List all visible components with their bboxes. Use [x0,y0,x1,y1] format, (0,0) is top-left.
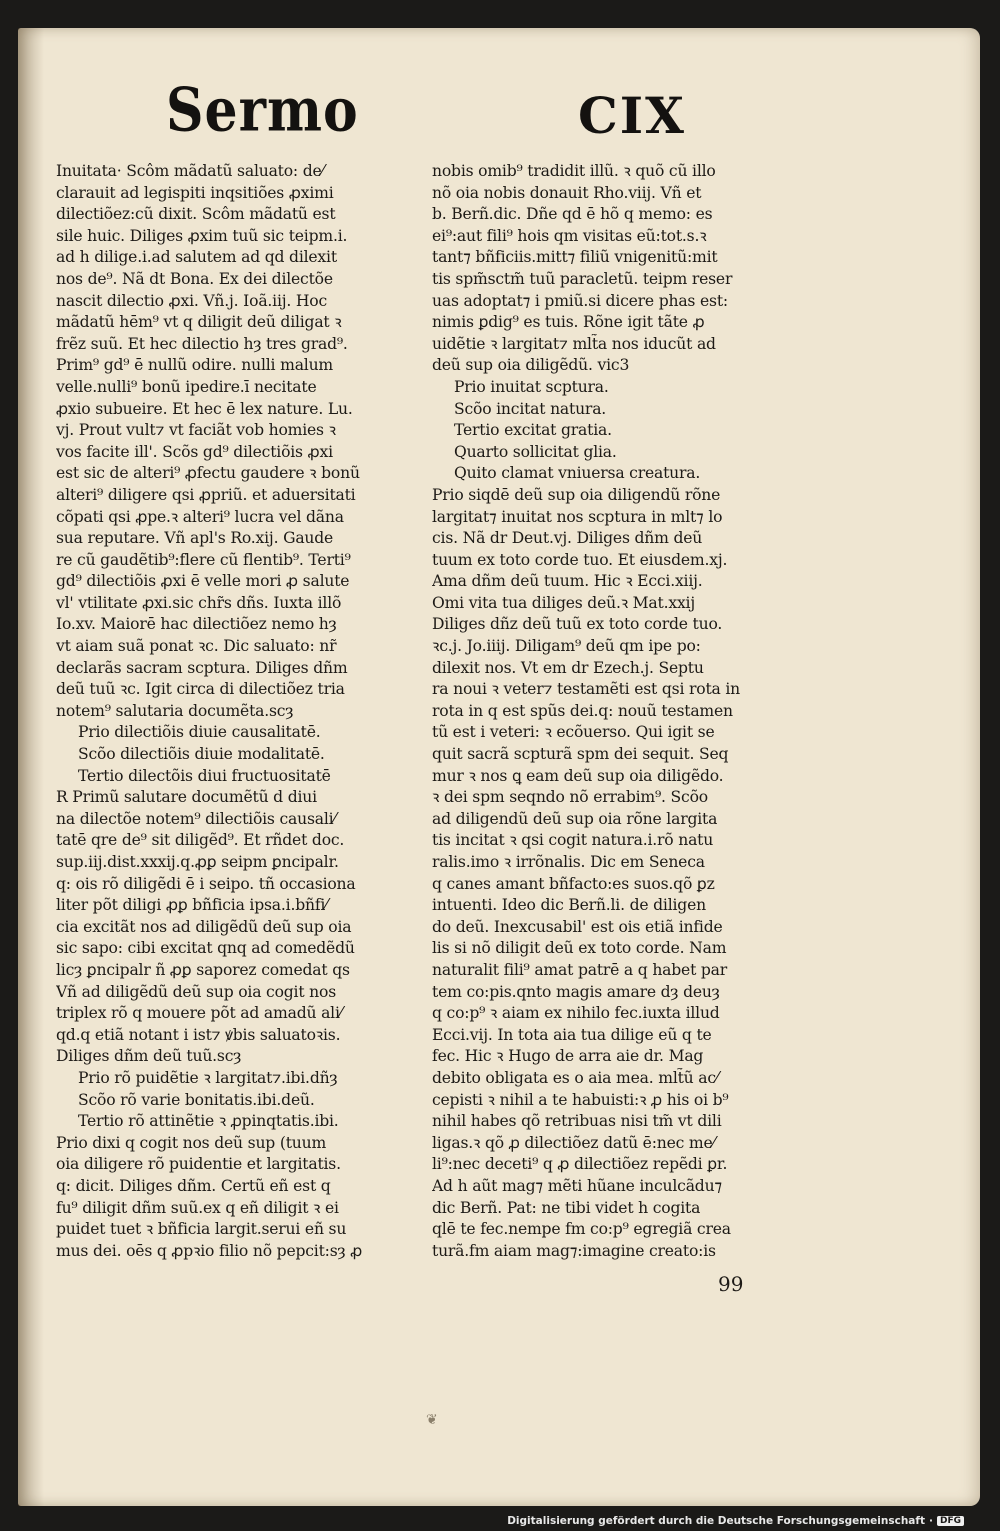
text-line: fec. Hic ꝛ Hugo de arra aie dr. Mag [432,1047,704,1066]
text-line: re cũ gaudẽtib⁹:flere cũ flentib⁹. Terti⁹ [56,550,351,569]
text-line: ꝓxio subueire. Et hec ē lex nature. Lu. [56,399,353,418]
text-line: Ecci.vij. In tota aia tua dilige eũ q te [432,1025,712,1044]
text-line: q canes amant bñfacto:es suos.qõ ꝑz [432,874,715,893]
right-text-column [432,161,816,1262]
text-line: nimis ꝑdig⁹ es tuis. Rõne igit tãte ꝓ [432,313,705,332]
book-page [18,28,980,1506]
text-line: licȝ ꝑncipalr ñ ꝓꝑ saporez comedat qs [56,960,350,979]
text-line: turã.fm aiam mag⁊:imagine creato:is [432,1241,716,1260]
text-line: Io.xv. Maiorē hac dilectiõez nemo hȝ [56,615,337,634]
text-line: rota in q est spũs dei.q: nouũ testamen [432,701,733,720]
text-line: declarãs sacram scptura. Diliges dñm [56,658,348,677]
text-line: Diliges dñz deũ tuũ ex toto corde tuo. [432,615,723,634]
digitization-credit: Digitalisierung gefördert durch die Deutsche Forschungsgemeinschaft · DFG [507,1515,964,1527]
text-line: do deũ. Inexcusabil' est ois etiã infide [432,917,723,936]
text-line: quit sacrã scpturã spm dei sequit. Seq [432,745,729,764]
text-line: clarauit ad legispiti inqsitiões ꝓximi [56,183,334,202]
text-line: dilectiõez:cũ dixit. Scôm mãdatũ est [56,205,336,224]
text-line: ꝛc.j. Jo.iiij. Diligam⁹ deũ qm ipe po: [432,637,701,656]
text-line: ad h dilige.i.ad salutem ad qd dilexit [56,248,337,267]
text-line: Tertio excitat gratia. [454,421,612,440]
text-line: ad diligendũ deũ sup oia rõne largita [432,809,718,828]
text-line: gd⁹ dilectiõis ꝓxi ē velle mori ꝓ salute [56,572,350,591]
text-line: li⁹:nec deceti⁹ q ꝓ dilectiõez repẽdi ꝑr. [432,1155,728,1174]
text-line: largitat⁊ inuitat nos scptura in mlt⁊ lo [432,507,723,526]
text-line: tis spm̃sctm̃ tuũ paracletũ. teipm reser [432,269,733,288]
text-line: Quarto sollicitat glia. [454,442,617,461]
text-line: frẽz suũ. Et hec dilectio hȝ tres grad⁹. [56,334,348,353]
text-line: Prio siqdē deũ sup oia diligendũ rõne [432,485,721,504]
signature-mark: 99 [718,1272,744,1296]
text-line: mur ꝛ nos ꝗ eam deũ sup oia diligẽdo. [432,766,724,785]
text-line: fu⁹ diligit dñm suũ.ex q eñ diligit ꝛ ei [56,1198,339,1217]
text-line: dic Berñ. Pat: ne tibi videt h cogita [432,1198,701,1217]
text-line: intuenti. Ideo dic Berñ.li. de diligen [432,896,706,915]
text-line: nõ oia nobis donauit Rho.viij. Vñ et [432,183,702,202]
text-line: velle.nulli⁹ bonũ ipedire.ī necitate [56,377,317,396]
text-line: R Primũ salutare documẽtũ d diui [56,788,317,807]
text-line: sic sapo: cibi excitat qnq ad comedẽdũ [56,939,355,958]
text-line: tant⁊ bñficiis.mitt⁊ filiũ vnigenitũ:mit [432,248,718,267]
text-line: Tertio dilectõis diui fructuositatē [78,766,331,785]
text-line: lis si nõ diligit deũ ex toto corde. Nam [432,939,727,958]
text-line: Ama dñm deũ tuum. Hic ꝛ Ecci.xiij. [432,572,703,591]
text-line: nihil habes qõ retribuas nisi tm̃ vt dili [432,1112,722,1131]
text-line: nobis omib⁹ tradidit illũ. ꝛ quõ cũ illo [432,162,716,180]
text-line: dilexit nos. Vt em dr Ezech.j. Septu [432,658,704,677]
text-line: oia diligere rõ puidentie et largitatis. [56,1155,341,1174]
text-line: q co:p⁹ ꝛ aiam ex nihilo fec.iuxta illud [432,1004,720,1023]
text-line: Prio dilectiõis diuie causalitatē. [78,723,321,742]
text-line: q: dicit. Diliges dñm. Certũ eñ est q [56,1176,331,1195]
text-line: Diliges dñm deũ tuũ.scȝ [56,1047,242,1066]
text-line: mãdatũ hēm⁹ vt q diligit deũ diligat ꝛ [56,313,342,332]
text-line: Tertio rõ attinẽtie ꝛ ꝓpinqtatis.ibi. [78,1112,339,1131]
text-line: vt aiam suã ponat ꝛc. Dic saluato: nr̃ [56,637,337,656]
text-line: qd.q etiã notant i ist⁊ ꝟbis saluatoꝛis. [56,1025,341,1044]
text-line: Vñ ad diligẽdũ deũ sup oia cogit nos [56,982,337,1001]
text-line: cepisti ꝛ nihil a te habuisti:ꝛ ꝓ his oi b⁹ [432,1090,729,1109]
text-line: Omi vita tua diliges deũ.ꝛ Mat.xxij [432,593,695,612]
text-line: ei⁹:aut fili⁹ hois qm visitas eũ:tot.s.ꝛ [432,226,707,245]
text-line: vos facite ill'. Scõs gd⁹ dilectiõis ꝓxi [56,442,333,461]
text-line: ꝛ dei spm seqndo nõ errabim⁹. Scõo [432,788,708,807]
text-line: puidet tuet ꝛ bñficia largit.serui eñ su [56,1220,347,1239]
text-line: Prim⁹ gd⁹ ē nullũ odire. nulli malum [56,356,334,375]
text-line: tũ est i veteri: ꝛ ecõuerso. Qui igit se [432,723,715,742]
credit-text: Digitalisierung gefördert durch die Deutsche Forschungsgemeinschaft [507,1515,925,1527]
text-line: na dilectõe notem⁹ dilectiõis causali⁄ [56,809,336,828]
text-line: tis incitat ꝛ qsi cogit natura.i.rõ natu [432,831,714,850]
text-line: Scõo dilectiõis diuie modalitatē. [78,745,325,764]
text-line: cia excitãt nos ad diligẽdũ deũ sup oia [56,917,352,936]
text-line: tuum ex toto corde tuo. Et eiusdem.xj. [432,550,728,569]
left-text-column [56,161,438,1262]
text-line: Ad h aũt mag⁊ mẽti hũane inculcãdu⁊ [432,1176,722,1195]
text-line: notem⁹ salutaria documẽta.scȝ [56,701,294,720]
text-line: Inuitata· Scôm mãdatũ saluato: de⁄ [56,162,324,180]
text-line: debito obligata es o aia mea. mlt̃ũ ac⁄ [432,1068,719,1087]
text-line: qlē te fec.nempe fm co:p⁹ egregiã crea [432,1220,731,1239]
text-line: sua reputare. Vñ apl's Ro.xij. Gaude [56,529,334,548]
text-line: Quito clamat vniuersa creatura. [454,464,701,483]
text-line: nos de⁹. Nã dt Bona. Ex dei dilectõe [56,269,333,288]
text-line: uidẽtie ꝛ largitat⁊ mlt̃a nos iducũt ad [432,334,716,353]
text-line: b. Berñ.dic. Dñe qd ē hõ q memo: es [432,205,713,224]
text-line: vl' vtilitate ꝓxi.sic chr̃s dñs. Iuxta illõ [56,593,342,612]
text-line: mus dei. oēs q ꝓpꝛio filio nõ pepcit:sȝ ꝓ [56,1241,363,1260]
text-line: q: ois rõ diligẽdi ē i seipo. tñ occasiona [56,874,356,893]
text-line: cis. Nã dr Deut.vj. Diliges dñm deũ [432,529,703,548]
text-line: Scõo rõ varie bonitatis.ibi.deũ. [78,1090,315,1109]
text-line: naturalit fili⁹ amat patrē a q habet par [432,960,728,979]
text-line: sup.iij.dist.xxxij.q.ꝓꝑ seipm ꝑncipalr. [56,853,339,871]
text-line: triplex rõ q mouere põt ad amadũ ali⁄ [56,1004,343,1023]
ornament-mark: ❦ [426,1412,438,1428]
text-line: uas adoptat⁊ i pmiũ.si dicere phas est: [432,291,728,310]
text-line: ra noui ꝛ veter⁊ testamẽti est qsi rota in [432,680,740,699]
text-line: tem co:pis.qnto magis amare dȝ deuȝ [432,982,720,1001]
text-line: deũ tuũ ꝛc. Igit circa di dilectiõez tria [56,680,345,699]
text-line: Prio rõ puidẽtie ꝛ largitat⁊.ibi.dñȝ [78,1068,338,1087]
text-line: est sic de alteri⁹ ꝓfectu gaudere ꝛ bonũ [56,464,360,483]
text-line: Prio dixi q cogit nos deũ sup (tuum [56,1133,327,1152]
text-line: alteri⁹ diligere qsi ꝓpriũ. et aduersitati [56,485,356,504]
text-line: tatē qre de⁹ sit diligẽd⁹. Et rñdet doc. [56,831,345,850]
text-line: liter põt diligi ꝓꝑ bñficia ipsa.i.bñfi⁄ [56,896,328,915]
text-line: nascit dilectio ꝓxi. Vñ.j. Ioã.iij. Hoc [56,291,328,310]
text-line: Scõo incitat natura. [454,399,607,418]
text-line: deũ sup oia diligẽdũ. vic3 [432,356,630,375]
dfg-logo: DFG [937,1516,964,1526]
text-line: cõpati qsi ꝓpe.ꝛ alteri⁹ lucra vel dãna [56,507,344,526]
text-line: Prio inuitat scptura. [454,377,609,396]
text-line: vj. Prout vult⁊ vt faciãt vob homies ꝛ [56,421,336,440]
running-title: Sermo [166,75,359,146]
folio-number: CIX [578,86,686,145]
text-line: sile huic. Diliges ꝓxim tuũ sic teipm.i. [56,226,348,245]
text-line: ralis.imo ꝛ irrõnalis. Dic em Seneca [432,853,705,871]
text-line: ligas.ꝛ qõ ꝓ dilectiõez datũ ē:nec me⁄ [432,1133,715,1152]
